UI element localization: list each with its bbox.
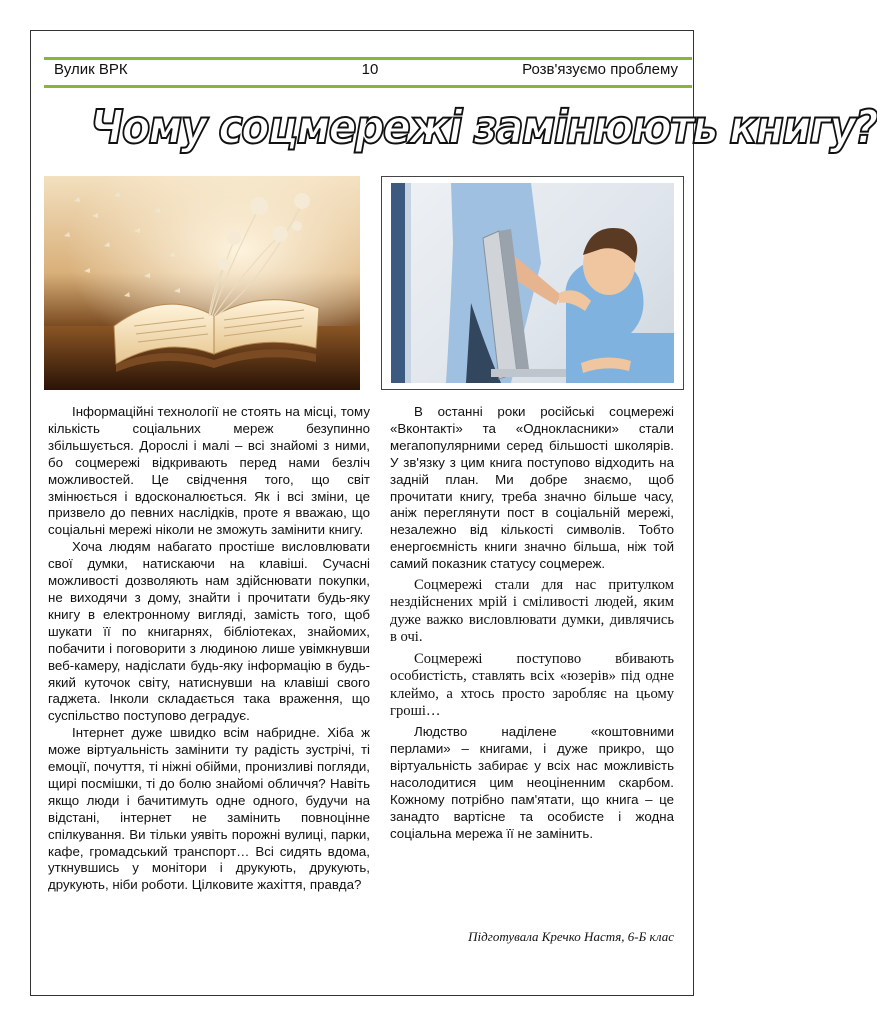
header-top-rule — [44, 57, 692, 60]
paragraph: Соцмережі стали для нас притулком нездійснених мрій і сміливості людей, яким дуже важко висловлювати думки, дивлячись в очі. — [390, 577, 674, 646]
article-left-column — [48, 404, 370, 894]
paragraph: Інтернет дуже швидко всім набридне. Хіба ж може віртуальність замінити ту радість зустрічі, ті емоції, почуття, ті ніжні обійми, пронизливі погляди, щирі посмішки, ті до болю знайомі обличчя? Навіть якщо люди і бачитимуть одне одного, будучи на відстані, інтернет не замінить повноцінне спілкування. Ви тільки уявіть порожні вулиці, парки, кафе, громадський транспорт… Всі сидять вдома, уткнувшись у монітори і друкують, друкують, друкують, ніби роботи. Цілковите жахіття, правда? — [48, 725, 370, 893]
section-name: Розв'язуємо проблему — [522, 61, 678, 78]
header-bottom-rule — [44, 85, 692, 88]
book-photo — [44, 176, 360, 390]
paragraph: В останні роки російські соцмережі «Вконтакті» та «Однокласники» стали мегапопулярними серед більшості школярів. У зв'язку з цим книга поступово відходить на задній план. Ми добре знаємо, щоб прочитати книгу, треба значно більше часу, аніж переглянути пост в соціальній мережі, незалежно від кількості символів. Тобто енергоємність книги значно більша, ніж той самий показник статусу соцмереж. — [390, 404, 674, 572]
page-number: 10 — [361, 61, 379, 78]
paragraph: Соцмережі поступово вбивають особистість, ставлять всіх «юзерів» під одне клеймо, а хтось просто заробляє на цьому гроші… — [390, 650, 674, 719]
article-title: Чому соцмережі замінюють книгу? — [90, 100, 877, 154]
computer-photo — [391, 183, 674, 383]
paragraph: Інформаційні технології не стоять на місці, тому кількість соціальних мереж безупинно збільшується. Дорослі і малі – всі знайомі з ними, бо соцмережі відкривають перед нами безліч можливостей. Це свідчення того, що світ змінюється і вдосконалюється. Як і всі зміни, це призвело до певних наслідків, проте я вважаю, що соціальні мережі ніколи не зможуть замінити книгу. — [48, 404, 370, 538]
paragraph: Хоча людям набагато простіше висловлювати свої думки, натискаючи на клавіші. Сучасні можливості дозволяють нам здійснювати покупки, не виходячи з дому, знайти і прочитати будь-яку книгу в електронному вигляді, замість того, щоб шукати її по книгарнях, бібліотеках, знайомих, побачити і поговорити з людиною лише увімкнувши веб-камеру, надіслати будь-яку інформацію в будь-який куточок світу, натиснувши на клавіші свого гаджета. Інколи складається така враження, що суспільство поступово деградує. — [48, 539, 370, 724]
newspaper-name: Вулик ВРК — [54, 61, 128, 78]
article-right-column — [390, 404, 674, 843]
paragraph: Людство наділене «коштовними перлами» – книгами, і дуже прикро, що віртуальність забирає у всіх нас можливість насолодитися цим неоціненним скарбом. Кожному потрібно пам'ятати, що книга – це занадто вартісне та особисте і жодна соціальна мережа її не замінить. — [390, 724, 674, 841]
computer-photo-frame — [381, 176, 684, 390]
author-byline: Підготувала Кречко Настя, 6-Б клас — [468, 929, 674, 944]
